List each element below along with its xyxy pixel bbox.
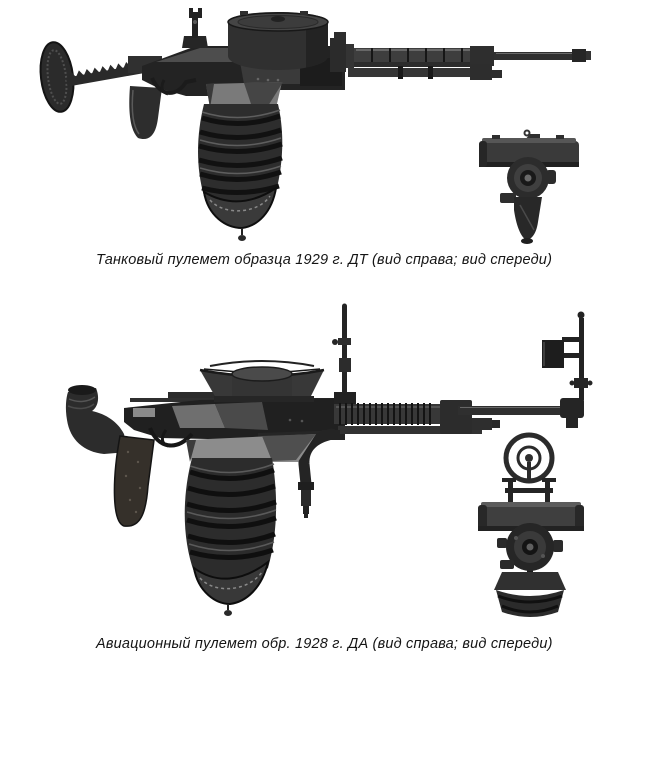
da-pistol-grip — [114, 436, 154, 526]
dt-bag-toggle — [238, 235, 246, 241]
da-pan-magazine — [200, 361, 324, 402]
dt-front-hook — [525, 131, 530, 136]
da-caption: Авиационный пулемет обр. 1928 г. ДА (вид справа; вид спереди) — [96, 636, 553, 652]
dt-drum-magazine — [228, 11, 328, 70]
da-front-ring-sight — [506, 435, 552, 481]
dt-barrel — [330, 32, 591, 80]
dt-rear-sight — [182, 8, 208, 48]
da-barrel — [334, 398, 584, 434]
dt-front-view — [479, 131, 579, 245]
dt-front-column — [514, 197, 542, 244]
da-front-bag — [494, 572, 566, 617]
dt-caption: Танковый пулемет образца 1929 г. ДТ (вид справа; вид спереди) — [96, 252, 553, 268]
da-front-view — [478, 435, 584, 617]
dt-figure-art — [0, 0, 670, 250]
dt-side-view — [37, 8, 591, 241]
dt-pistol-grip — [129, 86, 162, 139]
dt-case-catcher-bag — [198, 82, 283, 241]
da-front-sight — [542, 312, 593, 401]
da-bag-toggle — [224, 610, 232, 616]
da-rear-sight-post — [332, 304, 356, 409]
da-case-catcher-bag — [185, 434, 316, 616]
dt-gas-tube — [348, 68, 478, 77]
da-side-view — [66, 304, 593, 617]
da-sight-vane — [542, 340, 564, 368]
da-figure-art — [0, 300, 670, 640]
dt-muzzle — [572, 49, 586, 62]
